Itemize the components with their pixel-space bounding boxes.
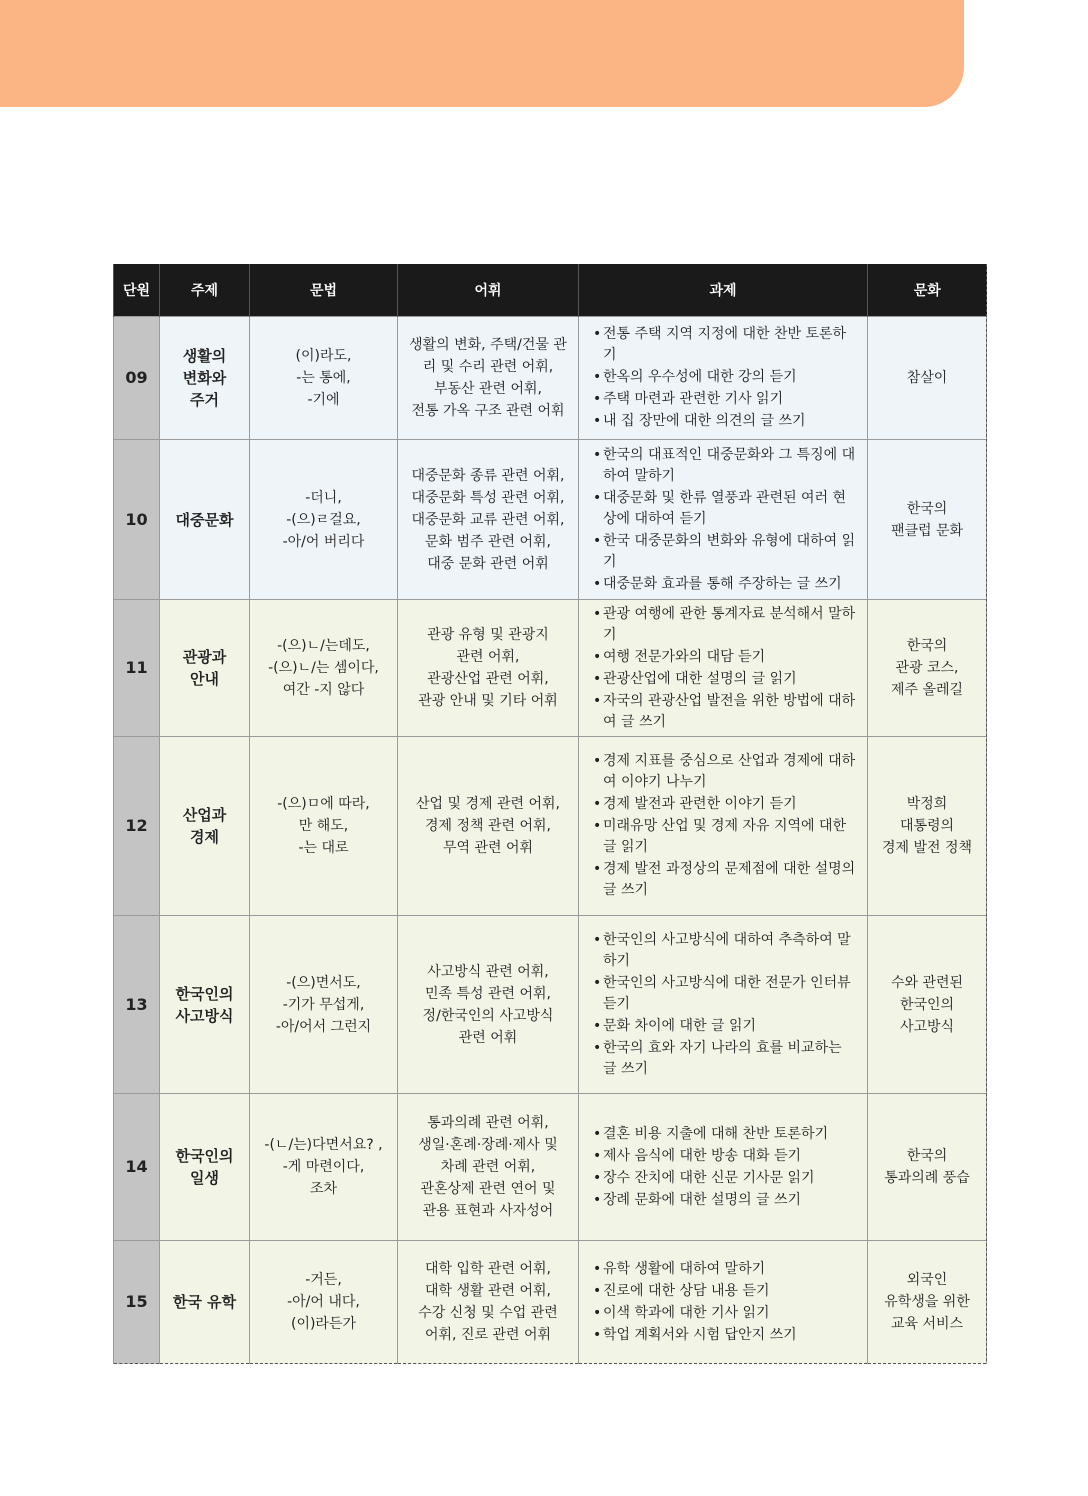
task-item: • 여행 전문가와의 대담 듣기 [593, 647, 859, 668]
unit-number: 11 [114, 600, 160, 737]
culture-cell: 한국의 팬클럽 문화 [868, 440, 987, 600]
header-vocab: 어휘 [398, 264, 579, 317]
topic-cell: 대중문화 [160, 440, 250, 600]
table-row [114, 737, 987, 916]
task-item: • 장례 문화에 대한 설명의 글 쓰기 [593, 1190, 859, 1211]
culture-cell: 한국의 관광 코스, 제주 올레길 [868, 600, 987, 737]
grammar-cell: -(으)면서도, -기가 무섭게, -아/어서 그런지 [250, 916, 398, 1094]
table-row [114, 1094, 987, 1241]
task-cell [579, 1094, 868, 1241]
vocab-cell: 통과의례 관련 어휘, 생일·혼례·장례·제사 및 차례 관련 어휘, 관혼상제 관련 연어 및 관용 표현과 사자성어 [398, 1094, 579, 1241]
task-cell [579, 916, 868, 1094]
grammar-cell: -거든, -아/어 내다, (이)라든가 [250, 1241, 398, 1364]
culture-cell: 수와 관련된 한국인의 사고방식 [868, 916, 987, 1094]
top-banner [0, 0, 964, 107]
topic-cell: 한국인의 사고방식 [160, 916, 250, 1094]
table-row [114, 317, 987, 440]
culture-cell: 참살이 [868, 317, 987, 440]
task-item: • 한국 대중문화의 변화와 유형에 대하여 읽기 [593, 531, 859, 573]
task-item: • 진로에 대한 상담 내용 듣기 [593, 1281, 859, 1302]
header-culture: 문화 [868, 264, 987, 317]
unit-number: 09 [114, 317, 160, 440]
task-item: • 제사 음식에 대한 방송 대화 듣기 [593, 1146, 859, 1167]
table-row [114, 916, 987, 1094]
task-item: • 이색 학과에 대한 기사 읽기 [593, 1303, 859, 1324]
task-item: • 결혼 비용 지출에 대해 찬반 토론하기 [593, 1124, 859, 1145]
task-cell [579, 1241, 868, 1364]
curriculum-table [113, 264, 987, 1364]
vocab-cell: 대중문화 종류 관련 어휘, 대중문화 특성 관련 어휘, 대중문화 교류 관련 어휘, 문화 범주 관련 어휘, 대중 문화 관련 어휘 [398, 440, 579, 600]
task-item: • 한국의 효와 자기 나라의 효를 비교하는 글 쓰기 [593, 1038, 859, 1080]
task-item: • 관광 여행에 관한 통계자료 분석해서 말하기 [593, 604, 859, 646]
task-item: • 한국의 대표적인 대중문화와 그 특징에 대하여 말하기 [593, 445, 859, 487]
table-row [114, 440, 987, 600]
task-item: • 관광산업에 대한 설명의 글 읽기 [593, 669, 859, 690]
task-item: • 한옥의 우수성에 대한 강의 듣기 [593, 367, 859, 388]
topic-cell: 생활의 변화와 주거 [160, 317, 250, 440]
task-item: • 유학 생활에 대하여 말하기 [593, 1259, 859, 1280]
vocab-cell: 대학 입학 관련 어휘, 대학 생활 관련 어휘, 수강 신청 및 수업 관련 어휘, 진로 관련 어휘 [398, 1241, 579, 1364]
task-cell [579, 600, 868, 737]
header-grammar: 문법 [250, 264, 398, 317]
topic-cell: 한국 유학 [160, 1241, 250, 1364]
task-item: • 내 집 장만에 대한 의견의 글 쓰기 [593, 411, 859, 432]
topic-cell: 산업과 경제 [160, 737, 250, 916]
task-item: • 대중문화 및 한류 열풍과 관련된 여러 현상에 대하여 듣기 [593, 488, 859, 530]
header-topic: 주제 [160, 264, 250, 317]
task-item: • 한국인의 사고방식에 대한 전문가 인터뷰 듣기 [593, 973, 859, 1015]
task-item: • 주택 마련과 관련한 기사 읽기 [593, 389, 859, 410]
vocab-cell: 생활의 변화, 주택/건물 관 리 및 수리 관련 어휘, 부동산 관련 어휘, 전통 가옥 구조 관련 어휘 [398, 317, 579, 440]
grammar-cell: -(으)ㄴ/는데도, -(으)ㄴ/는 셈이다, 여간 -지 않다 [250, 600, 398, 737]
task-item: • 경제 지표를 중심으로 산업과 경제에 대하여 이야기 나누기 [593, 751, 859, 793]
table-header-row [114, 264, 987, 317]
task-item: • 한국인의 사고방식에 대하여 추측하여 말하기 [593, 930, 859, 972]
task-cell [579, 317, 868, 440]
topic-cell: 한국인의 일생 [160, 1094, 250, 1241]
task-item: • 미래유망 산업 및 경제 자유 지역에 대한 글 읽기 [593, 816, 859, 858]
grammar-cell: (이)라도, -는 통에, -기에 [250, 317, 398, 440]
task-item: • 문화 차이에 대한 글 읽기 [593, 1016, 859, 1037]
topic-cell: 관광과 안내 [160, 600, 250, 737]
task-cell [579, 737, 868, 916]
grammar-cell: -더니, -(으)ㄹ걸요, -아/어 버리다 [250, 440, 398, 600]
grammar-cell: -(ㄴ/는)다면서요? , -게 마련이다, 조차 [250, 1094, 398, 1241]
unit-number: 13 [114, 916, 160, 1094]
task-item: • 자국의 관광산업 발전을 위한 방법에 대하여 글 쓰기 [593, 691, 859, 733]
task-item: • 전통 주택 지역 지정에 대한 찬반 토론하기 [593, 324, 859, 366]
task-item: • 대중문화 효과를 통해 주장하는 글 쓰기 [593, 574, 859, 595]
task-item: • 경제 발전 과정상의 문제점에 대한 설명의 글 쓰기 [593, 859, 859, 901]
header-task: 과제 [579, 264, 868, 317]
vocab-cell: 사고방식 관련 어휘, 민족 특성 관련 어휘, 정/한국인의 사고방식 관련 어휘 [398, 916, 579, 1094]
culture-cell: 박정희 대통령의 경제 발전 정책 [868, 737, 987, 916]
table-row [114, 600, 987, 737]
table-right-border [986, 264, 987, 1361]
task-cell [579, 440, 868, 600]
unit-number: 15 [114, 1241, 160, 1364]
task-item: • 장수 잔치에 대한 신문 기사문 읽기 [593, 1168, 859, 1189]
culture-cell: 한국의 통과의례 풍습 [868, 1094, 987, 1241]
unit-number: 12 [114, 737, 160, 916]
unit-number: 10 [114, 440, 160, 600]
vocab-cell: 관광 유형 및 관광지 관련 어휘, 관광산업 관련 어휘, 관광 안내 및 기타 어휘 [398, 600, 579, 737]
culture-cell: 외국인 유학생을 위한 교육 서비스 [868, 1241, 987, 1364]
grammar-cell: -(으)ㅁ에 따라, 만 해도, -는 대로 [250, 737, 398, 916]
task-item: • 학업 계획서와 시험 답안지 쓰기 [593, 1325, 859, 1346]
task-item: • 경제 발전과 관련한 이야기 듣기 [593, 794, 859, 815]
vocab-cell: 산업 및 경제 관련 어휘, 경제 정책 관련 어휘, 무역 관련 어휘 [398, 737, 579, 916]
unit-number: 14 [114, 1094, 160, 1241]
header-unit: 단원 [114, 264, 160, 317]
table-row [114, 1241, 987, 1364]
